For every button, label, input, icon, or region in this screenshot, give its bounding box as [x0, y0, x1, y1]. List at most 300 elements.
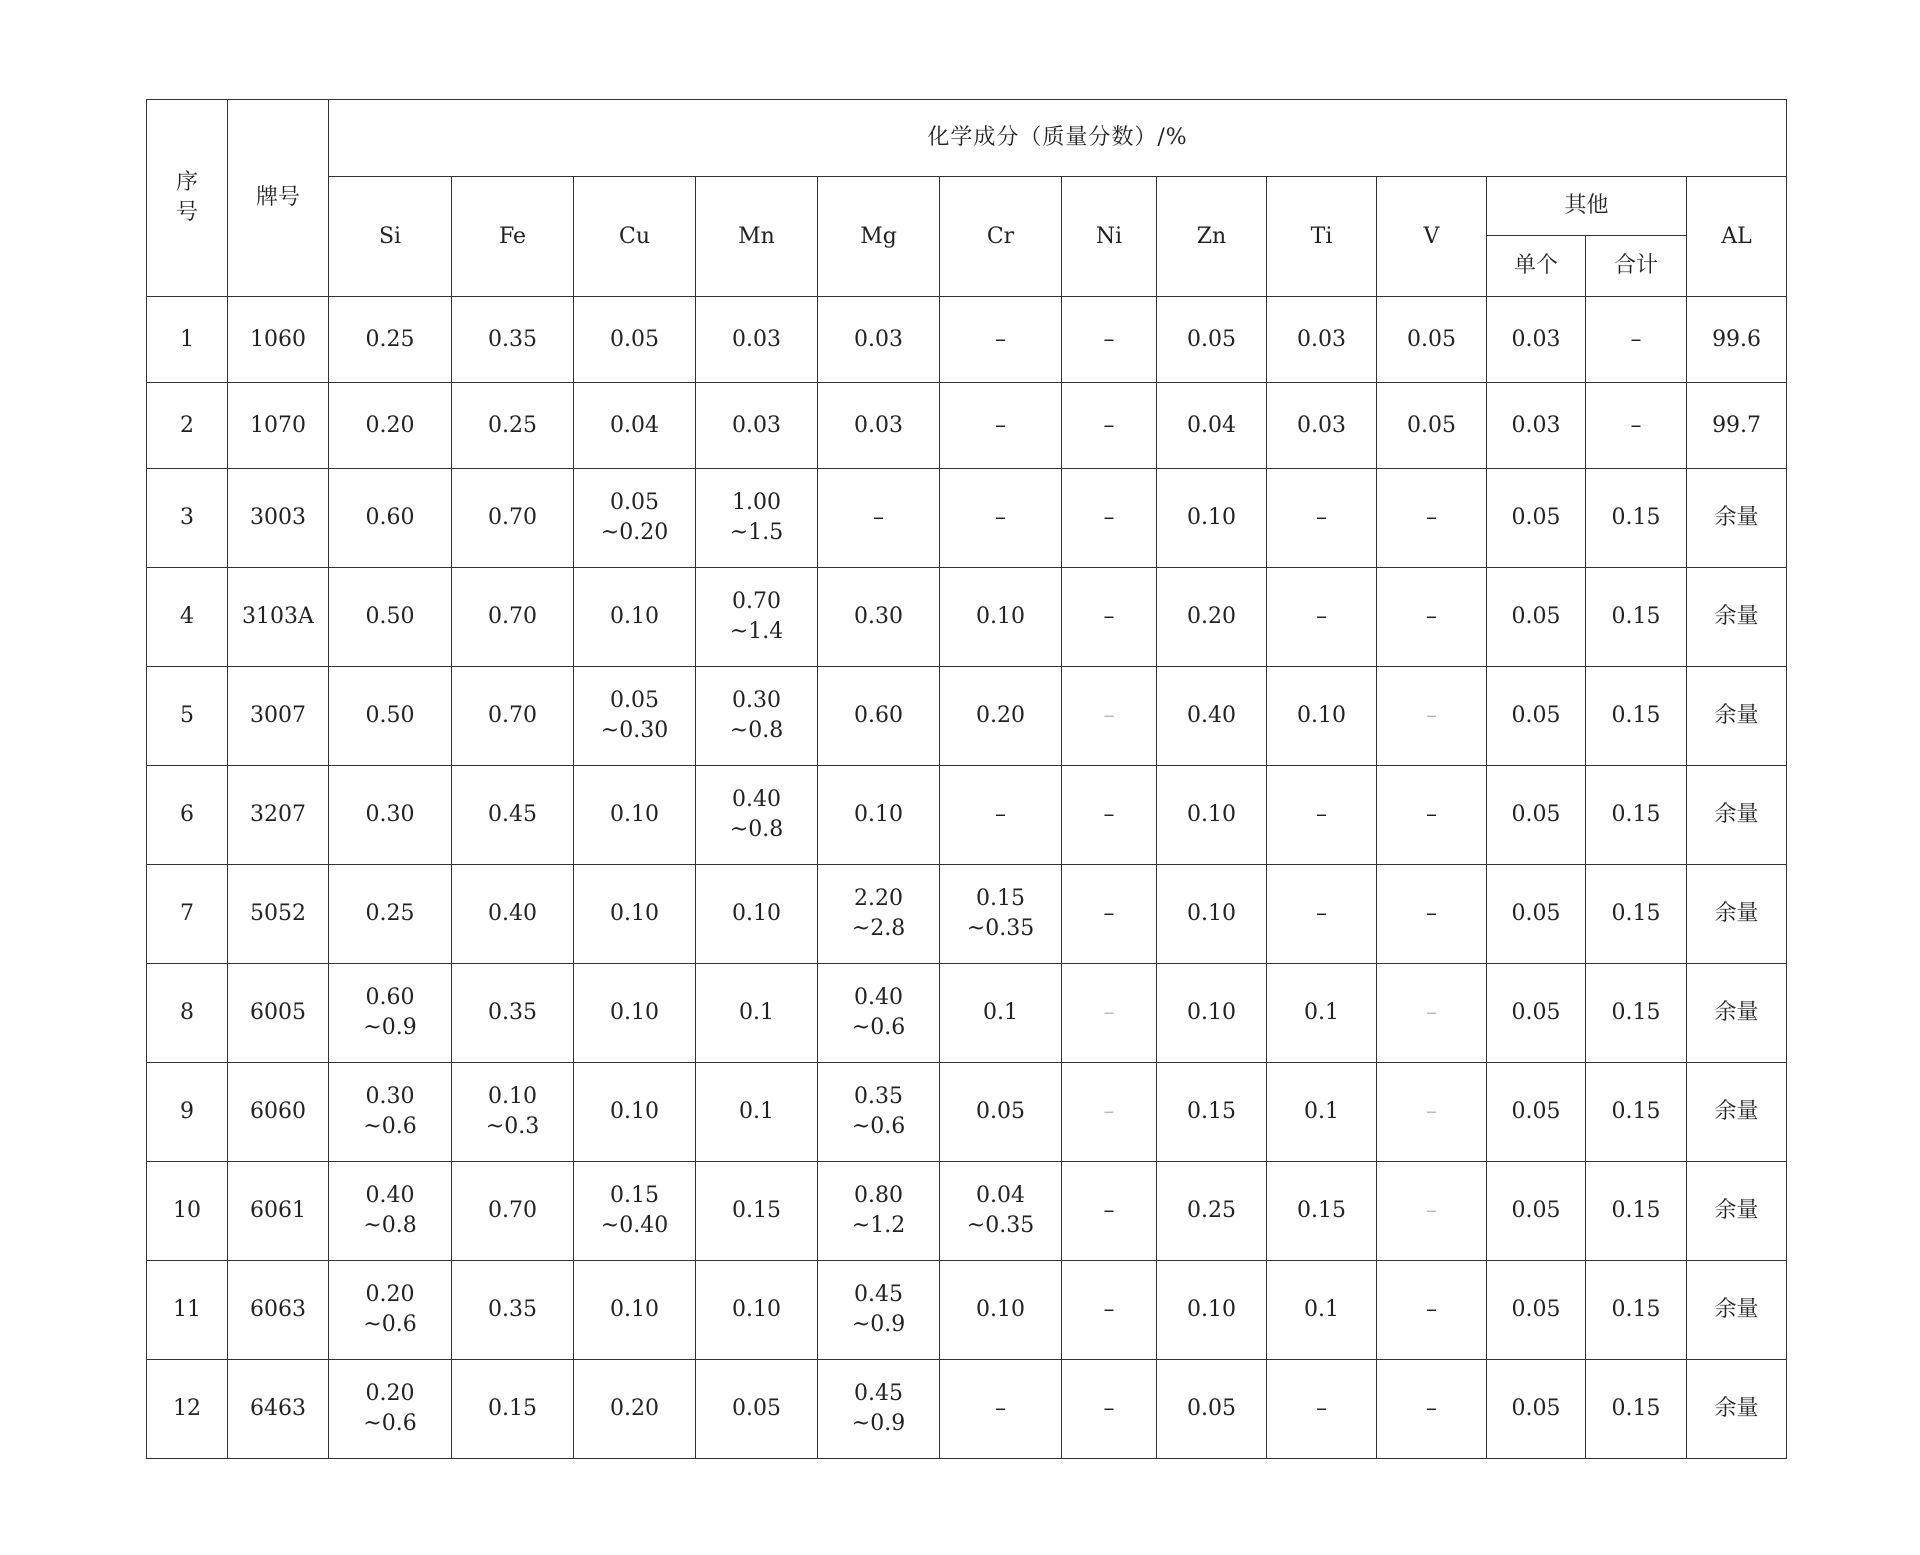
- v-value-line: –: [1426, 1396, 1437, 1422]
- cu-cell: [574, 865, 696, 964]
- other-single-cell: [1487, 766, 1586, 865]
- si-cell: [329, 297, 452, 383]
- mg-cell: [818, 865, 940, 964]
- zn-cell: [1157, 469, 1267, 568]
- header-row-2: [147, 177, 1787, 236]
- mn-value-line: ~0.8: [729, 718, 784, 743]
- other-total-value-line: 0.15: [1611, 1396, 1661, 1422]
- al-cell: [1687, 865, 1787, 964]
- mg-value-line: ~0.9: [851, 1411, 906, 1436]
- seq-cell: 6: [147, 766, 228, 865]
- mn-value-line: 0.70: [732, 589, 781, 615]
- element-header-fe: Fe: [452, 177, 574, 297]
- cu-value-line: ~0.30: [600, 718, 669, 743]
- ni-value-line: –: [1103, 802, 1115, 828]
- cr-cell: [940, 568, 1062, 667]
- al-cell: [1687, 1360, 1787, 1459]
- fe-cell: [452, 1063, 574, 1162]
- mn-value-line: 0.10: [732, 901, 781, 927]
- other-single-value-line: 0.05: [1511, 703, 1561, 729]
- ti-value-line: –: [1316, 901, 1327, 927]
- fe-cell: [452, 1261, 574, 1360]
- fe-value-line: ~0.3: [485, 1114, 540, 1139]
- v-cell: [1377, 383, 1487, 469]
- mn-value-line: 0.40: [732, 787, 781, 813]
- cu-value-line: 0.05: [610, 490, 659, 516]
- zn-cell: [1157, 1360, 1267, 1459]
- ni-cell: [1062, 1360, 1157, 1459]
- v-cell: [1377, 297, 1487, 383]
- mn-cell: [696, 383, 818, 469]
- cu-value-line: 0.10: [610, 901, 659, 927]
- seq-cell: 11: [147, 1261, 228, 1360]
- al-value-line: 余量: [1714, 802, 1759, 828]
- other-single-value-line: 0.05: [1511, 1000, 1561, 1026]
- mn-value-line: 1.00: [732, 490, 781, 516]
- other-total-cell: [1586, 1360, 1687, 1459]
- zn-cell: [1157, 1261, 1267, 1360]
- si-value-line: ~0.8: [363, 1213, 417, 1238]
- mg-value-line: –: [873, 505, 884, 531]
- zn-value-line: 0.10: [1187, 1297, 1236, 1323]
- grade-cell: 1070: [228, 383, 329, 469]
- other-total-cell: [1586, 766, 1687, 865]
- element-header-cu: Cu: [574, 177, 696, 297]
- al-value-line: 余量: [1714, 1396, 1759, 1422]
- other-total-cell: [1586, 297, 1687, 383]
- cu-value-line: 0.10: [610, 1297, 659, 1323]
- ti-cell: [1267, 766, 1377, 865]
- table-row: [147, 865, 1787, 964]
- mg-value-line: ~2.8: [851, 916, 906, 941]
- mg-cell: [818, 297, 940, 383]
- other-total-cell: [1586, 1261, 1687, 1360]
- fe-cell: [452, 469, 574, 568]
- header-row-1: [147, 100, 1787, 177]
- cu-cell: [574, 1162, 696, 1261]
- si-cell: [329, 568, 452, 667]
- other-single-cell: [1487, 1261, 1586, 1360]
- other-single-value-line: 0.05: [1511, 802, 1561, 828]
- table-row: [147, 297, 1787, 383]
- v-cell: [1377, 964, 1487, 1063]
- table-row: [147, 383, 1787, 469]
- composition-title: 化学成分（质量分数）/%: [329, 100, 1787, 177]
- fe-value-line: 0.70: [488, 703, 537, 729]
- zn-value-line: 0.04: [1187, 412, 1236, 438]
- ti-value-line: –: [1316, 802, 1327, 828]
- zn-cell: [1157, 964, 1267, 1063]
- cu-value-line: 0.10: [610, 1099, 659, 1125]
- mg-value-line: 0.03: [854, 412, 903, 438]
- other-total-value-line: –: [1630, 326, 1642, 352]
- other-total-value-line: –: [1630, 412, 1642, 438]
- ti-value-line: 0.1: [1304, 1099, 1339, 1125]
- zn-cell: [1157, 865, 1267, 964]
- ni-value-line: –: [1103, 1198, 1115, 1224]
- other-total-value-line: 0.15: [1611, 505, 1661, 531]
- ni-value-line: –: [1103, 703, 1115, 729]
- mn-cell: [696, 469, 818, 568]
- other-single-value-line: 0.05: [1511, 1297, 1561, 1323]
- ti-cell: [1267, 1162, 1377, 1261]
- si-cell: [329, 667, 452, 766]
- ni-cell: [1062, 297, 1157, 383]
- zn-cell: [1157, 1063, 1267, 1162]
- cu-value-line: 0.05: [610, 688, 659, 714]
- al-cell: [1687, 1261, 1787, 1360]
- ti-cell: [1267, 469, 1377, 568]
- mn-cell: [696, 1261, 818, 1360]
- si-value-line: ~0.6: [363, 1312, 417, 1337]
- grade-cell: 5052: [228, 865, 329, 964]
- si-value-line: 0.50: [365, 703, 415, 729]
- cu-cell: [574, 766, 696, 865]
- ni-cell: [1062, 469, 1157, 568]
- mn-cell: [696, 766, 818, 865]
- other-single-value-line: 0.05: [1511, 1396, 1561, 1422]
- mg-value-line: 2.20: [854, 886, 903, 912]
- ni-value-line: –: [1103, 1000, 1115, 1026]
- mg-value-line: ~0.9: [851, 1312, 906, 1337]
- other-total-header: 合计: [1586, 236, 1687, 297]
- si-cell: [329, 383, 452, 469]
- table-row: [147, 1162, 1787, 1261]
- other-single-cell: [1487, 1360, 1586, 1459]
- mn-value-line: 0.10: [732, 1297, 781, 1323]
- mn-cell: [696, 1162, 818, 1261]
- v-value-line: –: [1426, 1297, 1437, 1323]
- ti-value-line: 0.15: [1297, 1198, 1346, 1224]
- ni-cell: [1062, 383, 1157, 469]
- mg-cell: [818, 469, 940, 568]
- mn-value-line: 0.05: [732, 1396, 781, 1422]
- v-cell: [1377, 1261, 1487, 1360]
- ni-cell: [1062, 766, 1157, 865]
- other-single-value-line: 0.05: [1511, 1099, 1561, 1125]
- si-value-line: ~0.9: [363, 1015, 417, 1040]
- mg-cell: [818, 1261, 940, 1360]
- cr-cell: [940, 766, 1062, 865]
- mg-value-line: 0.80: [854, 1183, 903, 1209]
- seq-cell: 5: [147, 667, 228, 766]
- seq-cell: 10: [147, 1162, 228, 1261]
- si-value-line: 0.60: [365, 985, 415, 1011]
- mn-value-line: ~1.4: [729, 619, 784, 644]
- fe-cell: [452, 383, 574, 469]
- mn-cell: [696, 297, 818, 383]
- seq-cell: 8: [147, 964, 228, 1063]
- mn-value-line: ~0.8: [729, 817, 784, 842]
- al-cell: [1687, 568, 1787, 667]
- mn-value-line: 0.1: [739, 1099, 774, 1125]
- al-cell: [1687, 667, 1787, 766]
- fe-value-line: 0.45: [488, 802, 537, 828]
- seq-header-line2: 号: [175, 200, 198, 225]
- grade-cell: 3103A: [228, 568, 329, 667]
- cr-value-line: 0.15: [976, 886, 1025, 912]
- grade-cell: 1060: [228, 297, 329, 383]
- ni-value-line: –: [1103, 1099, 1115, 1125]
- cu-value-line: 0.20: [610, 1396, 659, 1422]
- element-header-mn: Mn: [696, 177, 818, 297]
- composition-table: [146, 99, 1787, 1459]
- cr-value-line: 0.10: [976, 604, 1025, 630]
- v-cell: [1377, 568, 1487, 667]
- ni-value-line: –: [1103, 326, 1115, 352]
- al-value-line: 余量: [1714, 901, 1759, 927]
- al-cell: [1687, 469, 1787, 568]
- cr-value-line: 0.04: [976, 1183, 1025, 1209]
- fe-cell: [452, 1360, 574, 1459]
- al-cell: [1687, 1162, 1787, 1261]
- al-cell: [1687, 297, 1787, 383]
- mg-cell: [818, 964, 940, 1063]
- other-total-cell: [1586, 469, 1687, 568]
- cr-cell: [940, 865, 1062, 964]
- cr-value-line: –: [995, 326, 1006, 352]
- v-cell: [1377, 865, 1487, 964]
- fe-cell: [452, 568, 574, 667]
- v-cell: [1377, 667, 1487, 766]
- mn-cell: [696, 865, 818, 964]
- zn-cell: [1157, 383, 1267, 469]
- ti-cell: [1267, 865, 1377, 964]
- seq-cell: 2: [147, 383, 228, 469]
- cr-cell: [940, 1360, 1062, 1459]
- v-cell: [1377, 469, 1487, 568]
- ni-cell: [1062, 1162, 1157, 1261]
- mn-cell: [696, 1360, 818, 1459]
- seq-cell: 4: [147, 568, 228, 667]
- al-value-line: 余量: [1714, 505, 1759, 531]
- cu-cell: [574, 383, 696, 469]
- other-single-cell: [1487, 667, 1586, 766]
- si-value-line: 0.60: [365, 505, 415, 531]
- mg-value-line: 0.03: [854, 326, 903, 352]
- zn-value-line: 0.10: [1187, 1000, 1236, 1026]
- other-total-value-line: 0.15: [1611, 901, 1661, 927]
- si-cell: [329, 469, 452, 568]
- other-total-value-line: 0.15: [1611, 703, 1661, 729]
- ti-value-line: –: [1316, 604, 1327, 630]
- ti-cell: [1267, 1261, 1377, 1360]
- fe-value-line: 0.70: [488, 604, 537, 630]
- mg-cell: [818, 1162, 940, 1261]
- al-header: AL: [1687, 177, 1787, 297]
- other-single-cell: [1487, 1063, 1586, 1162]
- mg-cell: [818, 1360, 940, 1459]
- zn-value-line: 0.25: [1187, 1198, 1236, 1224]
- ti-cell: [1267, 1360, 1377, 1459]
- al-cell: [1687, 766, 1787, 865]
- other-total-cell: [1586, 865, 1687, 964]
- element-header-si: Si: [329, 177, 452, 297]
- v-value-line: 0.05: [1407, 326, 1456, 352]
- v-value-line: –: [1426, 1000, 1437, 1026]
- cr-value-line: ~0.35: [966, 1213, 1035, 1238]
- si-cell: [329, 766, 452, 865]
- al-cell: [1687, 964, 1787, 1063]
- other-single-value-line: 0.05: [1511, 1198, 1561, 1224]
- mn-cell: [696, 667, 818, 766]
- cu-value-line: 0.10: [610, 1000, 659, 1026]
- cu-value-line: 0.04: [610, 412, 659, 438]
- mn-cell: [696, 568, 818, 667]
- element-header-v: V: [1377, 177, 1487, 297]
- ni-value-line: –: [1103, 505, 1115, 531]
- fe-value-line: 0.70: [488, 505, 537, 531]
- al-value-line: 99.6: [1712, 326, 1762, 352]
- zn-value-line: 0.05: [1187, 326, 1236, 352]
- cr-value-line: –: [995, 1396, 1006, 1422]
- other-total-cell: [1586, 1063, 1687, 1162]
- ti-value-line: –: [1316, 1396, 1327, 1422]
- ni-cell: [1062, 1261, 1157, 1360]
- other-header: 其他: [1487, 177, 1687, 236]
- cr-value-line: 0.10: [976, 1297, 1025, 1323]
- ti-value-line: 0.03: [1297, 326, 1346, 352]
- mg-value-line: 0.45: [854, 1282, 903, 1308]
- si-cell: [329, 1261, 452, 1360]
- si-value-line: 0.50: [365, 604, 415, 630]
- ni-value-line: –: [1103, 1396, 1115, 1422]
- v-cell: [1377, 1063, 1487, 1162]
- other-single-value-line: 0.05: [1511, 901, 1561, 927]
- v-value-line: –: [1426, 703, 1437, 729]
- cr-cell: [940, 469, 1062, 568]
- table-row: [147, 469, 1787, 568]
- mg-value-line: ~1.2: [851, 1213, 906, 1238]
- zn-value-line: 0.40: [1187, 703, 1236, 729]
- cu-cell: [574, 469, 696, 568]
- cr-value-line: –: [995, 802, 1006, 828]
- grade-cell: 6063: [228, 1261, 329, 1360]
- mg-value-line: ~0.6: [851, 1015, 906, 1040]
- fe-value-line: 0.10: [488, 1084, 537, 1110]
- cu-value-line: ~0.20: [600, 520, 669, 545]
- cr-value-line: 0.1: [983, 1000, 1018, 1026]
- mg-value-line: 0.35: [854, 1084, 903, 1110]
- ti-cell: [1267, 667, 1377, 766]
- grade-cell: 6060: [228, 1063, 329, 1162]
- cr-value-line: ~0.35: [966, 916, 1035, 941]
- mn-value-line: 0.03: [732, 326, 781, 352]
- mg-cell: [818, 667, 940, 766]
- ti-value-line: 0.1: [1304, 1000, 1339, 1026]
- si-value-line: 0.25: [365, 901, 415, 927]
- v-value-line: 0.05: [1407, 412, 1456, 438]
- cu-value-line: ~0.40: [600, 1213, 669, 1238]
- cu-cell: [574, 667, 696, 766]
- zn-value-line: 0.15: [1187, 1099, 1236, 1125]
- ni-value-line: –: [1103, 1297, 1115, 1323]
- element-header-mg: Mg: [818, 177, 940, 297]
- v-value-line: –: [1426, 505, 1437, 531]
- al-value-line: 余量: [1714, 1000, 1759, 1026]
- si-value-line: 0.20: [365, 412, 415, 438]
- al-cell: [1687, 1063, 1787, 1162]
- si-value-line: 0.25: [365, 326, 415, 352]
- seq-cell: 1: [147, 297, 228, 383]
- table-row: [147, 964, 1787, 1063]
- ni-cell: [1062, 568, 1157, 667]
- al-value-line: 余量: [1714, 1198, 1759, 1224]
- element-header-zn: Zn: [1157, 177, 1267, 297]
- fe-cell: [452, 297, 574, 383]
- zn-value-line: 0.10: [1187, 901, 1236, 927]
- other-total-value-line: 0.15: [1611, 604, 1661, 630]
- seq-header: [147, 100, 228, 297]
- other-total-cell: [1586, 1162, 1687, 1261]
- mg-value-line: 0.45: [854, 1381, 903, 1407]
- si-value-line: ~0.6: [363, 1411, 417, 1436]
- ti-value-line: –: [1316, 505, 1327, 531]
- al-value-line: 余量: [1714, 604, 1759, 630]
- cu-cell: [574, 1360, 696, 1459]
- other-single-value-line: 0.05: [1511, 505, 1561, 531]
- si-value-line: 0.20: [365, 1381, 415, 1407]
- fe-value-line: 0.35: [488, 1297, 537, 1323]
- zn-value-line: 0.20: [1187, 604, 1236, 630]
- ti-cell: [1267, 568, 1377, 667]
- cr-cell: [940, 964, 1062, 1063]
- cr-cell: [940, 383, 1062, 469]
- grade-cell: 6005: [228, 964, 329, 1063]
- table-row: [147, 1063, 1787, 1162]
- other-single-value-line: 0.05: [1511, 604, 1561, 630]
- ti-value-line: 0.1: [1304, 1297, 1339, 1323]
- cu-value-line: 0.05: [610, 326, 659, 352]
- cu-cell: [574, 568, 696, 667]
- zn-value-line: 0.10: [1187, 505, 1236, 531]
- si-value-line: 0.20: [365, 1282, 415, 1308]
- v-cell: [1377, 1162, 1487, 1261]
- grade-cell: 3007: [228, 667, 329, 766]
- other-single-cell: [1487, 469, 1586, 568]
- ti-value-line: 0.03: [1297, 412, 1346, 438]
- grade-cell: 6061: [228, 1162, 329, 1261]
- fe-cell: [452, 964, 574, 1063]
- mg-value-line: 0.30: [854, 604, 903, 630]
- si-cell: [329, 1162, 452, 1261]
- element-header-cr: Cr: [940, 177, 1062, 297]
- table-row: [147, 766, 1787, 865]
- element-header-ti: Ti: [1267, 177, 1377, 297]
- fe-value-line: 0.70: [488, 1198, 537, 1224]
- cu-cell: [574, 297, 696, 383]
- ti-cell: [1267, 1063, 1377, 1162]
- si-value-line: ~0.6: [363, 1114, 417, 1139]
- v-cell: [1377, 766, 1487, 865]
- v-value-line: –: [1426, 901, 1437, 927]
- si-value-line: 0.30: [365, 1084, 415, 1110]
- cr-cell: [940, 297, 1062, 383]
- ti-cell: [1267, 383, 1377, 469]
- cu-value-line: 0.15: [610, 1183, 659, 1209]
- fe-cell: [452, 667, 574, 766]
- other-total-value-line: 0.15: [1611, 802, 1661, 828]
- mn-value-line: ~1.5: [729, 520, 784, 545]
- other-total-cell: [1586, 568, 1687, 667]
- fe-value-line: 0.35: [488, 326, 537, 352]
- mg-value-line: 0.40: [854, 985, 903, 1011]
- zn-cell: [1157, 766, 1267, 865]
- fe-cell: [452, 1162, 574, 1261]
- mg-value-line: 0.60: [854, 703, 903, 729]
- mn-value-line: 0.15: [732, 1198, 781, 1224]
- si-cell: [329, 1360, 452, 1459]
